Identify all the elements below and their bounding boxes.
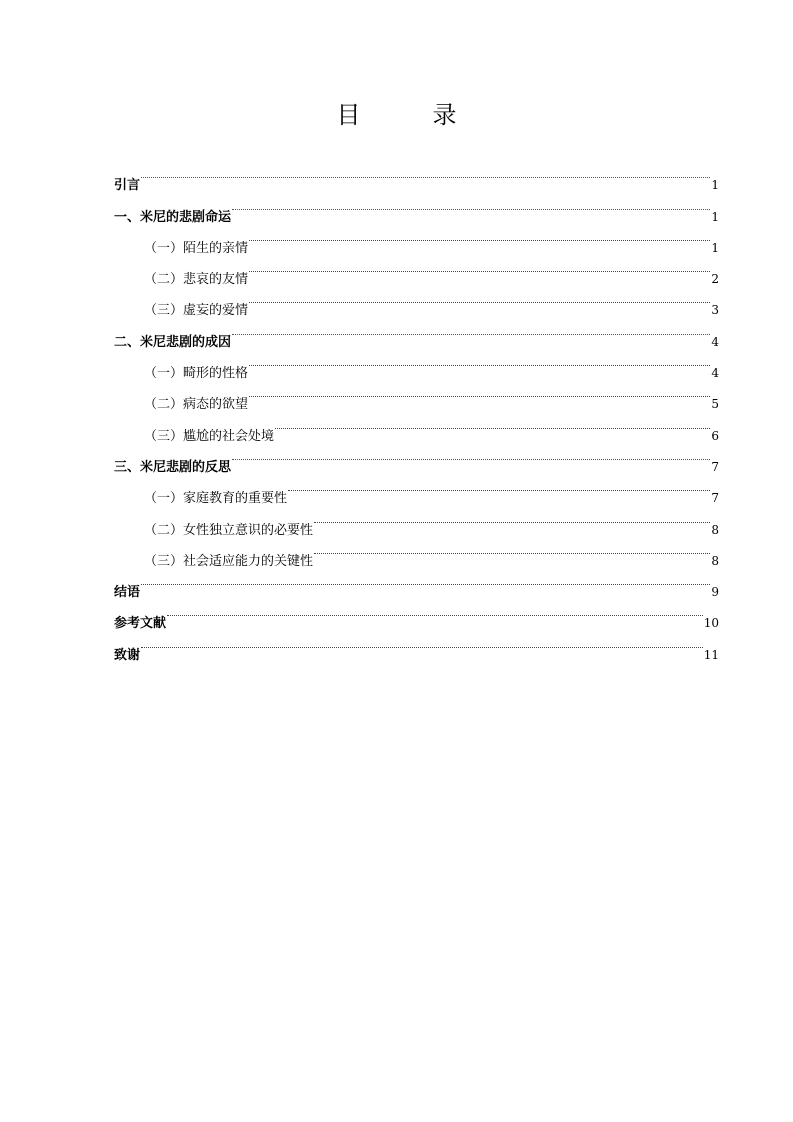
toc-page-number: 6 — [711, 428, 719, 443]
toc-page-number: 1 — [711, 178, 719, 193]
toc-entry[interactable] — [114, 189, 719, 225]
toc-entry-label: （三）虚妄的爱情 — [144, 303, 249, 319]
toc-entry-label: （一）畸形的性格 — [144, 366, 249, 382]
toc-dot-leader — [249, 346, 710, 377]
toc-dot-leader — [167, 596, 703, 627]
toc-page-number: 3 — [711, 303, 719, 318]
toc-page-number: 8 — [711, 522, 719, 537]
toc-entry-label: 致谢 — [114, 647, 141, 663]
toc-entry-label: （三）社会适应能力的关键性 — [144, 553, 314, 569]
toc-entry-label: 参考文献 — [114, 616, 167, 632]
toc-dot-leader — [249, 377, 710, 408]
toc-page-number: 4 — [711, 334, 719, 349]
toc-page-number: 2 — [711, 272, 719, 287]
toc-entry-label: （二）悲哀的友情 — [144, 272, 249, 288]
toc-entry[interactable] — [114, 158, 719, 194]
toc-dot-leader — [141, 158, 710, 189]
toc-page-number: 7 — [711, 459, 719, 474]
toc-dot-leader — [141, 565, 710, 596]
toc-entry-label: （一）家庭教育的重要性 — [144, 491, 288, 507]
toc-dot-leader — [232, 440, 710, 471]
toc-entry-label: 结语 — [114, 585, 141, 601]
toc-entry[interactable] — [114, 596, 719, 632]
toc-dot-leader — [141, 627, 703, 658]
toc-entry-label: （三）尴尬的社会处境 — [144, 428, 275, 444]
toc-dot-leader — [314, 502, 710, 533]
toc-entry[interactable] — [114, 565, 719, 601]
toc-dot-leader — [314, 534, 710, 565]
toc-dot-leader — [249, 283, 710, 314]
toc-page-number: 11 — [703, 647, 719, 662]
toc-dot-leader — [249, 221, 710, 252]
toc-entry-label: 二、米尼悲剧的成因 — [114, 334, 232, 350]
toc-title: 目 录 — [336, 101, 481, 129]
toc-page-number: 1 — [711, 240, 719, 255]
toc-entry-label: （二）病态的欲望 — [144, 397, 249, 413]
toc-page-number: 4 — [711, 366, 719, 381]
toc-dot-leader — [249, 252, 710, 283]
toc-page-number: 1 — [711, 209, 719, 224]
toc-dot-leader — [232, 314, 710, 345]
toc-entry-label: （二）女性独立意识的必要性 — [144, 522, 314, 538]
toc-page-number: 8 — [711, 553, 719, 568]
toc-dot-leader — [275, 408, 710, 439]
toc-page-number: 5 — [711, 397, 719, 412]
toc-page-number: 10 — [703, 616, 719, 631]
table-of-contents — [114, 158, 719, 663]
toc-dot-leader — [288, 471, 710, 502]
toc-entry-label: （一）陌生的亲情 — [144, 240, 249, 256]
toc-entry-label: 三、米尼悲剧的反思 — [114, 459, 232, 475]
toc-page-number: 7 — [711, 491, 719, 506]
toc-entry-label: 引言 — [114, 178, 141, 194]
toc-page-number: 9 — [711, 585, 719, 600]
toc-entry-label: 一、米尼的悲剧命运 — [114, 209, 232, 225]
toc-dot-leader — [232, 189, 710, 220]
toc-entry[interactable] — [114, 627, 719, 663]
